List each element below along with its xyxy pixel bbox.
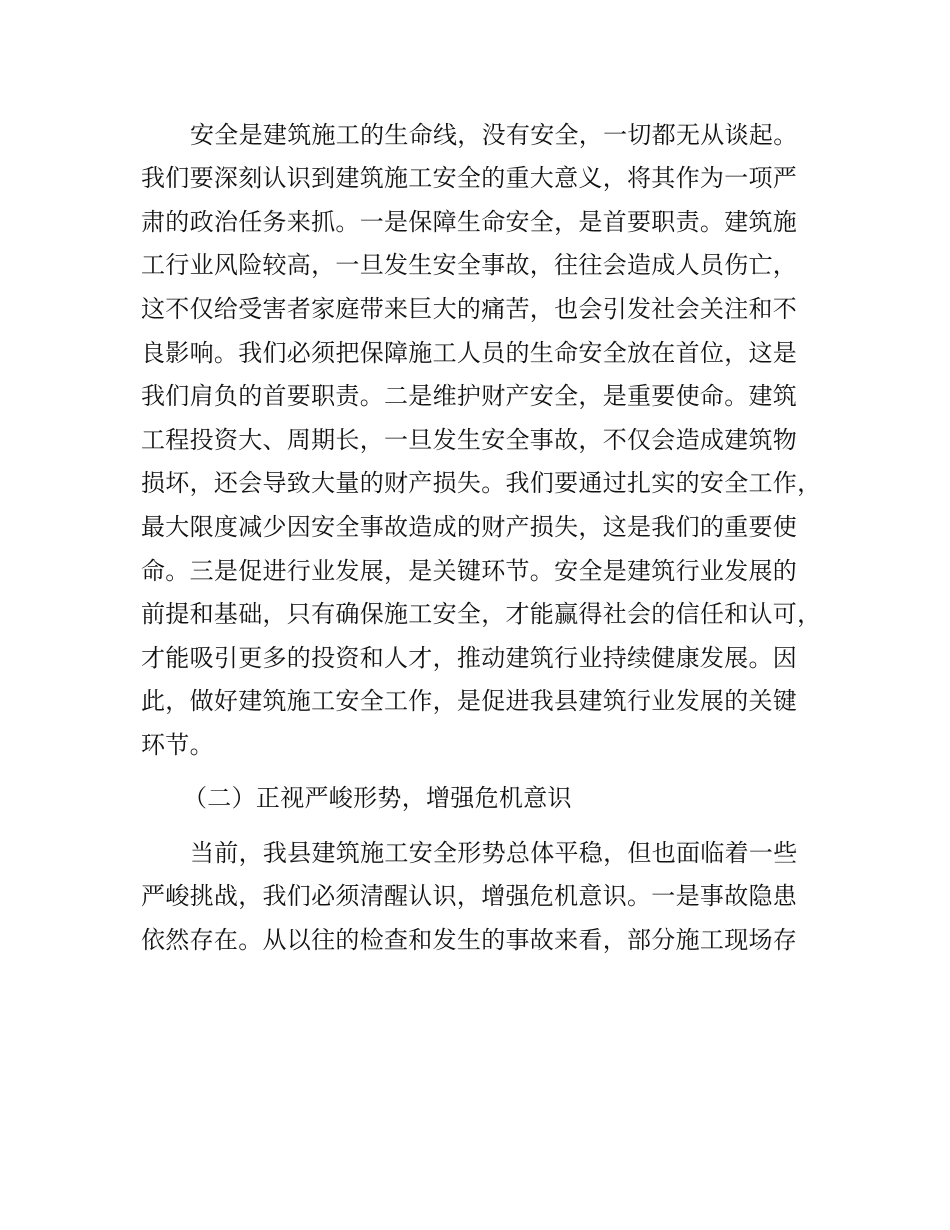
section-heading: （二）正视严峻形势，增强危机意识 [183,784,572,812]
paragraph-line: 我们肩负的首要职责。二是维护财产安全，是重要使命。建筑 [141,382,798,410]
paragraph-line: 才能吸引更多的投资和人才，推动建筑行业持续健康发展。因 [141,644,798,672]
paragraph-line: 当前，我县建筑施工安全形势总体平稳，但也面临着一些 [190,839,798,867]
paragraph-line: 依然存在。从以往的检查和发生的事故来看，部分施工现场存 [141,926,798,954]
paragraph-line: 最大限度减少因安全事故造成的财产损失，这是我们的重要使 [141,513,798,541]
paragraph-line: 良影响。我们必须把保障施工人员的生命安全放在首位，这是 [141,339,798,367]
paragraph-line: 肃的政治任务来抓。一是保障生命安全，是首要职责。建筑施 [141,208,798,236]
paragraph-line: 命。三是促进行业发展，是关键环节。安全是建筑行业发展的 [141,557,798,585]
paragraph-line: 安全是建筑施工的生命线，没有安全，一切都无从谈起。 [190,121,798,149]
paragraph-line: 工行业风险较高，一旦发生安全事故，往往会造成人员伤亡， [141,251,798,279]
paragraph-line: 前提和基础，只有确保施工安全，才能赢得社会的信任和认可， [141,600,822,628]
paragraph-line: 这不仅给受害者家庭带来巨大的痛苦，也会引发社会关注和不 [141,295,798,323]
paragraph-line: 环节。 [141,731,214,759]
paragraph-line: 此，做好建筑施工安全工作，是促进我县建筑行业发展的关键 [141,687,798,715]
paragraph-line: 我们要深刻认识到建筑施工安全的重大意义，将其作为一项严 [141,164,798,192]
paragraph-line: 严峻挑战，我们必须清醒认识，增强危机意识。一是事故隐患 [141,882,798,910]
paragraph-line: 工程投资大、周期长，一旦发生安全事故，不仅会造成建筑物 [141,426,798,454]
paragraph-line: 损坏，还会导致大量的财产损失。我们要通过扎实的安全工作， [141,469,822,497]
